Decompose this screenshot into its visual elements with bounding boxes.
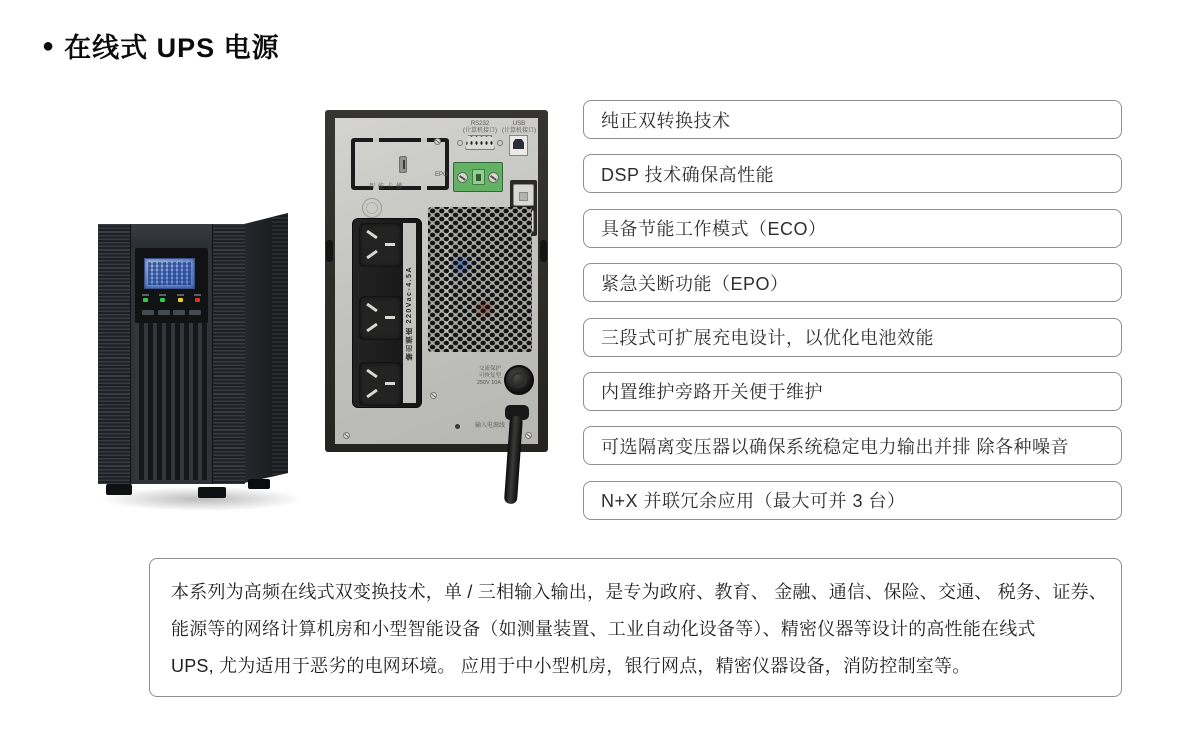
usb-port bbox=[509, 135, 528, 156]
ups-foot bbox=[106, 484, 132, 495]
ups-lcd-screen bbox=[144, 258, 195, 289]
led-unit bbox=[194, 294, 201, 302]
epo-terminal bbox=[453, 162, 503, 192]
feature-box: 三段式可扩展充电设计，以优化电池效能 bbox=[583, 318, 1122, 357]
port-screw bbox=[457, 140, 463, 146]
terminal-screw bbox=[457, 172, 468, 183]
page-title: 在线式 UPS 电源 bbox=[64, 33, 280, 63]
rs232-port bbox=[457, 133, 503, 152]
status-led bbox=[195, 298, 200, 302]
expansion-slot bbox=[351, 138, 449, 190]
power-outlet bbox=[359, 223, 402, 267]
feature-box: DSP 技术确保高性能 bbox=[583, 154, 1122, 193]
power-outlet bbox=[359, 362, 402, 406]
ups-rear-image bbox=[325, 110, 548, 452]
led-unit bbox=[159, 294, 166, 302]
rear-panel-plate bbox=[335, 118, 538, 444]
rs232-label: RS232 (计算机接口) bbox=[463, 121, 497, 135]
status-led bbox=[178, 298, 183, 302]
vent-hole bbox=[455, 424, 460, 429]
ups-lower-grille bbox=[135, 323, 208, 480]
ups-top-band bbox=[131, 224, 212, 248]
screw bbox=[343, 432, 350, 439]
outlet-label-stripe bbox=[403, 223, 416, 403]
feature-box: 紧急关断功能（EPO） bbox=[583, 263, 1122, 302]
ups-side-vents bbox=[272, 213, 288, 485]
control-button bbox=[173, 310, 185, 315]
ups-control-buttons bbox=[142, 310, 201, 315]
usb-socket bbox=[513, 139, 524, 149]
control-button bbox=[142, 310, 154, 315]
terminal-screw bbox=[488, 172, 499, 183]
screw bbox=[430, 392, 437, 399]
ups-front-face bbox=[98, 224, 245, 484]
power-outlet bbox=[359, 296, 402, 340]
snap-in-port bbox=[513, 184, 534, 206]
feature-box: 纯正双转换技术 bbox=[583, 100, 1122, 139]
ups-display-panel bbox=[135, 248, 208, 323]
db9-connector bbox=[465, 135, 495, 150]
ups-center-column bbox=[131, 224, 212, 484]
ups-foot bbox=[248, 479, 270, 489]
description-line: 能源等的网络计算机房和小型智能设备（如测量装置、工业自动化设备等）、精密仪器等设计的高性能在线式 bbox=[171, 619, 1036, 639]
control-button bbox=[158, 310, 170, 315]
ups-side-panel bbox=[244, 213, 288, 485]
status-led bbox=[160, 298, 165, 302]
frame-clip bbox=[540, 240, 547, 262]
bullet-icon: ● bbox=[42, 34, 55, 57]
feature-box: 内置维护旁路开关便于维护 bbox=[583, 372, 1122, 411]
ups-front-image bbox=[98, 213, 288, 513]
screw bbox=[525, 432, 532, 439]
ups-foot bbox=[198, 487, 226, 498]
fan-grille bbox=[428, 207, 532, 352]
feature-box: N+X 并联冗余应用（最大可并 3 台） bbox=[583, 481, 1122, 520]
outlet-strip bbox=[352, 218, 422, 408]
usb-label: USB (计算机接口) bbox=[502, 121, 536, 135]
ups-status-leds bbox=[142, 294, 201, 302]
input-label: 输入电源线 bbox=[475, 423, 506, 429]
slot-label: 智能卡槽 bbox=[369, 184, 406, 190]
breaker-label: 交流保护 可恢复型 250V 10A bbox=[476, 366, 501, 387]
description-box bbox=[149, 558, 1122, 697]
description-line: 本系列为高频在线式双变换技术，单 / 三相输入输出，是专为政府、教育、 金融、通信、保险、交通、 税务、证券、 bbox=[171, 582, 1107, 602]
port-screw bbox=[497, 140, 503, 146]
ups-left-vents bbox=[98, 224, 131, 484]
slot-pull-tab bbox=[399, 156, 407, 173]
screw bbox=[434, 138, 441, 145]
feature-box: 具备节能工作模式（ECO） bbox=[583, 209, 1122, 248]
feature-box: 可选隔离变压器以确保系统稳定电力输出并排 除各种噪音 bbox=[583, 426, 1122, 465]
page-title-row bbox=[42, 26, 280, 65]
ups-right-vents bbox=[212, 224, 245, 484]
control-button bbox=[189, 310, 201, 315]
power-cable bbox=[504, 416, 523, 505]
led-unit bbox=[177, 294, 184, 302]
outlet-label: 输出插座 220Vac-4.5A bbox=[405, 265, 413, 361]
frame-clip bbox=[326, 240, 333, 262]
status-led bbox=[143, 298, 148, 302]
feature-list bbox=[583, 100, 1122, 520]
led-unit bbox=[142, 294, 149, 302]
circuit-breaker bbox=[504, 365, 534, 395]
description-line: UPS, 尤为适用于恶劣的电网环境。 应用于中小型机房，银行网点，精密仪器设备，消防控制室等。 bbox=[171, 656, 971, 676]
terminal-tab bbox=[472, 169, 485, 185]
certification-stamp bbox=[362, 198, 382, 218]
epo-label: EPO bbox=[435, 172, 448, 178]
